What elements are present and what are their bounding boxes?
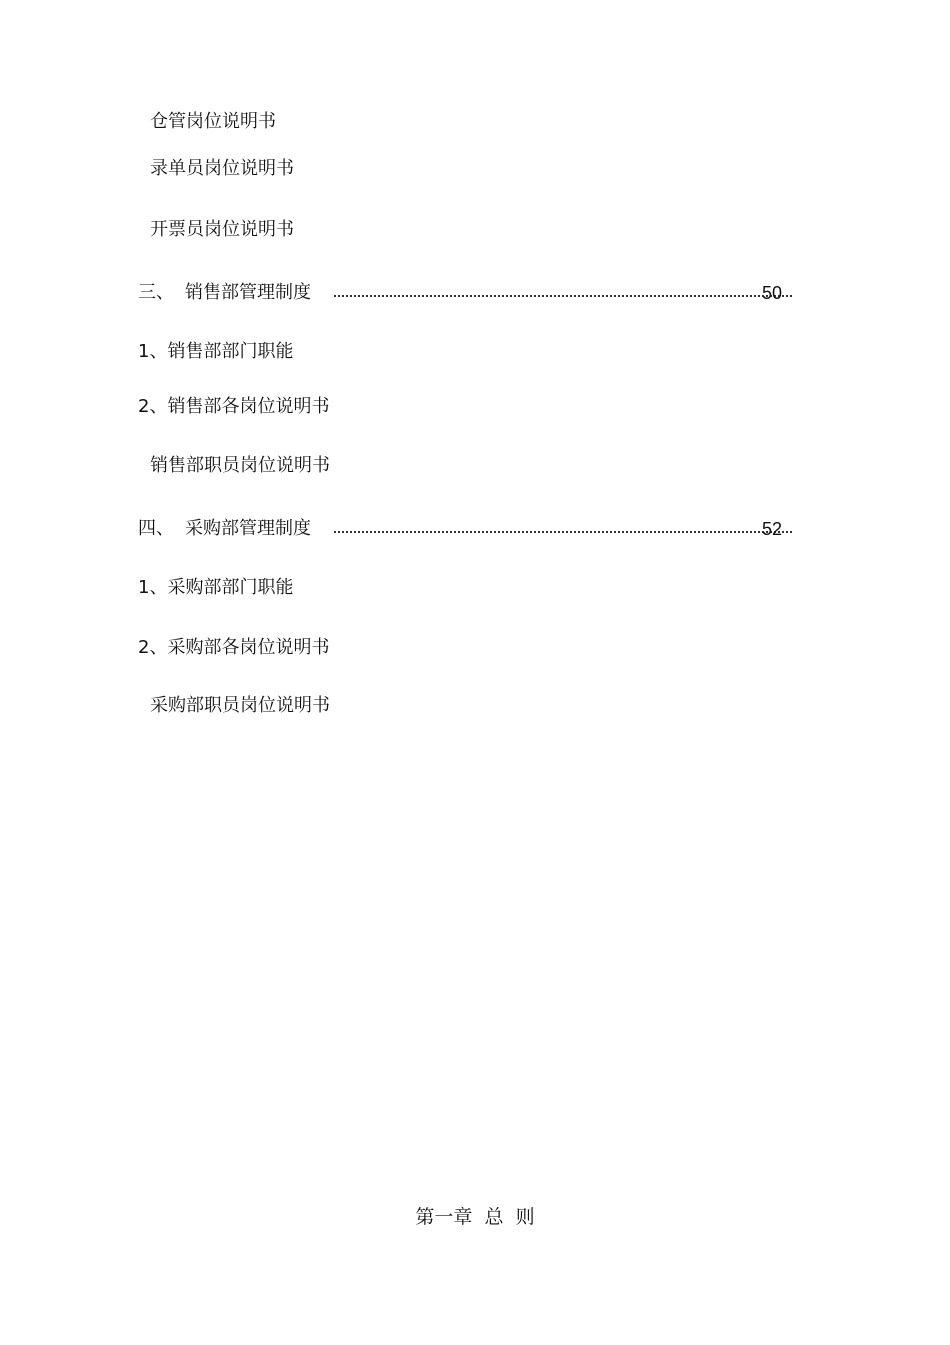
toc-dot-leader: [334, 531, 792, 533]
toc-entry-sales-job-descriptions: 2、销售部各岗位说明书: [138, 396, 330, 417]
toc-entry-purchasing-staff-job-description: 采购部职员岗位说明书: [150, 695, 330, 716]
toc-entry-sales-functions: 1、销售部部门职能: [138, 341, 294, 362]
toc-section-title: 销售部管理制度: [185, 282, 311, 303]
toc-dot-leader: [334, 295, 792, 297]
toc-entry-invoicing-job-description: 开票员岗位说明书: [150, 219, 294, 240]
toc-entry-order-entry-job-description: 录单员岗位说明书: [150, 158, 294, 179]
toc-section-title: 采购部管理制度: [185, 518, 311, 539]
toc-section-sales: [138, 281, 792, 305]
toc-section-number: 三、: [138, 282, 174, 303]
toc-entry-purchasing-job-descriptions: 2、采购部各岗位说明书: [138, 637, 330, 658]
toc-entry-warehouse-job-description: 仓管岗位说明书: [150, 111, 276, 132]
toc-page-number: 52: [761, 519, 782, 539]
toc-entry-sales-staff-job-description: 销售部职员岗位说明书: [150, 455, 330, 476]
chapter-heading: 第一章 总 则: [415, 1206, 535, 1228]
toc-section-purchasing: [138, 517, 792, 541]
toc-page-number: 50: [761, 283, 782, 303]
toc-entry-purchasing-functions: 1、采购部部门职能: [138, 577, 294, 598]
toc-section-number: 四、: [138, 518, 174, 539]
